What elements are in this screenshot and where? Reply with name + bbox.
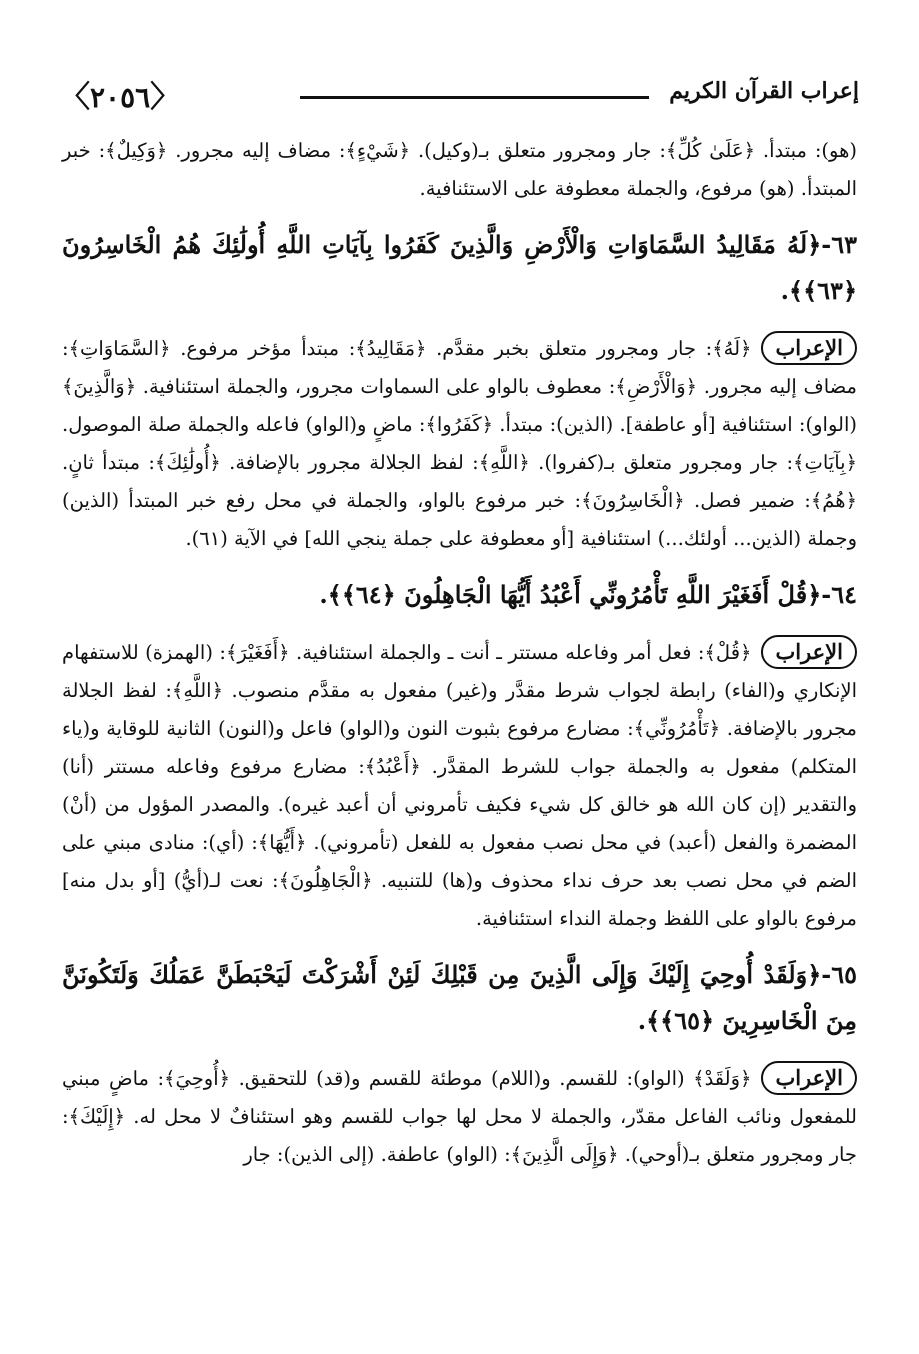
verse-65: ٦٥-﴿وَلَقَدْ أُوحِيَ إِلَيْكَ وَإِلَى الَّذِينَ مِن قَبْلِكَ لَئِنْ أَشْرَكْتَ لَيَحْبَطَنَّ عَمَلُكَ وَلَتَكُونَنَّ مِنَ الْخَاسِرِينَ ﴿٦٥﴾﴾. (62, 960, 857, 1035)
page-header (60, 70, 859, 114)
paragraph-continuation: (هو): مبتدأ. ﴿عَلَىٰ كُلِّ﴾: جار ومجرور متعلق بـ(وكيل). ﴿شَيْءٍ﴾: مضاف إليه مجرور. ﴿وَكِيلٌ﴾: خبر المبتدأ. (هو) مرفوع، والجملة معطوفة على الاستئنافية. (62, 139, 857, 200)
page-number-value: ٢٠٥٦ (90, 81, 151, 114)
irab-63 (62, 330, 857, 558)
irab-label: الإعراب (761, 331, 857, 365)
page-content (62, 132, 857, 1188)
verse-64: ٦٤-﴿قُلْ أَفَغَيْرَ اللَّهِ تَأْمُرُونِّي أَعْبُدُ أَيُّهَا الْجَاهِلُونَ ﴿٦٤﴾﴾. (319, 580, 857, 609)
page-number-right-bracket: 〉 (60, 80, 90, 115)
page-number-left-bracket: 〈 (150, 80, 181, 115)
irab-65-text: ﴿وَلَقَدْ﴾ (الواو): للقسم. و(اللام) موطئة للقسم و(قد) للتحقيق. ﴿أُوحِيَ﴾: ماضٍ مبني للمفعول ونائب الفاعل مقدّر، والجملة لا محل لها جواب للقسم وهو استئنافٌ لا محل له. ﴿إِلَيْكَ﴾: جار ومجرور متعلق بـ(أوحي). ﴿وَإِلَى الَّذِينَ﴾: (الواو) عاطفة. (إلى الذين): جار (62, 1067, 857, 1166)
irab-label: الإعراب (761, 635, 857, 669)
irab-64-text: ﴿قُلْ﴾: فعل أمر وفاعله مستتر ـ أنت ـ والجملة استئنافية. ﴿أَفَغَيْرَ﴾: (الهمزة) للاستفهام الإنكاري و(الفاء) رابطة لجواب شرط مقدَّر و(غير) مفعول به مقدَّم منصوب. ﴿اللَّهِ﴾: لفظ الجلالة مجرور بالإضافة. ﴿تَأْمُرُونِّي﴾: مضارع مرفوع بثبوت النون و(الواو) فاعل و(النون) الثانية للوقاية و(ياء المتكلم) مفعول به والجملة جواب للشرط المقدَّر. ﴿أَعْبُدُ﴾: مضارع مرفوع وفاعله مستتر (أنا) والتقدير (إن كان الله هو خالق كل شيء فكيف تأمروني أن أعبد غيره). والمصدر المؤول من (أنْ) المضمرة والفعل (أعبد) في محل نصب مفعول به للفعل (تأمروني). ﴿أَيُّهَا﴾: (أي): منادى مبني على الضم في محل نصب بعد حرف نداء محذوف و(ها) للتنبيه. ﴿الْجَاهِلُونَ﴾: نعت لـ(أيُّ) [أو بدل منه] مرفوع بالواو على اللفظ وجملة النداء استئنافية. (62, 641, 857, 930)
book-title: إعراب القرآن الكريم (669, 78, 859, 104)
irab-label: الإعراب (761, 1061, 857, 1095)
irab-64 (62, 634, 857, 938)
irab-63-text: ﴿لَهُ﴾: جار ومجرور متعلق بخبر مقدَّم. ﴿مَقَالِيدُ﴾: مبتدأ مؤخر مرفوع. ﴿السَّمَاوَاتِ﴾: مضاف إليه مجرور. ﴿وَالْأَرْضِ﴾: معطوف بالواو على السماوات مجرور، والجملة استئنافية. ﴿وَالَّذِينَ﴾ (الواو): استئنافية [أو عاطفة]. (الذين): مبتدأ. ﴿كَفَرُوا﴾: ماضٍ و(الواو) فاعله والجملة صلة الموصول. ﴿بِآيَاتِ﴾: جار ومجرور متعلق بـ(كفروا). ﴿اللَّهِ﴾: لفظ الجلالة مجرور بالإضافة. ﴿أُولَٰئِكَ﴾: مبتدأ ثانٍ. ﴿هُمُ﴾: ضمير فصل. ﴿الْخَاسِرُونَ﴾: خبر مرفوع بالواو، والجملة في محل رفع خبر المبتدأ (الذين) وجملة (الذين... أولئك...) استئنافية [أو معطوفة على جملة ينجي الله] في الآية (٦١). (62, 337, 857, 550)
verse-63: ٦٣-﴿لَهُ مَقَالِيدُ السَّمَاوَاتِ وَالْأَرْضِ وَالَّذِينَ كَفَرُوا بِآيَاتِ اللَّهِ أُولَٰئِكَ هُمُ الْخَاسِرُونَ ﴿٦٣﴾﴾. (62, 230, 857, 305)
page-number (60, 72, 180, 116)
irab-65 (62, 1060, 857, 1174)
header-rule (300, 96, 649, 99)
